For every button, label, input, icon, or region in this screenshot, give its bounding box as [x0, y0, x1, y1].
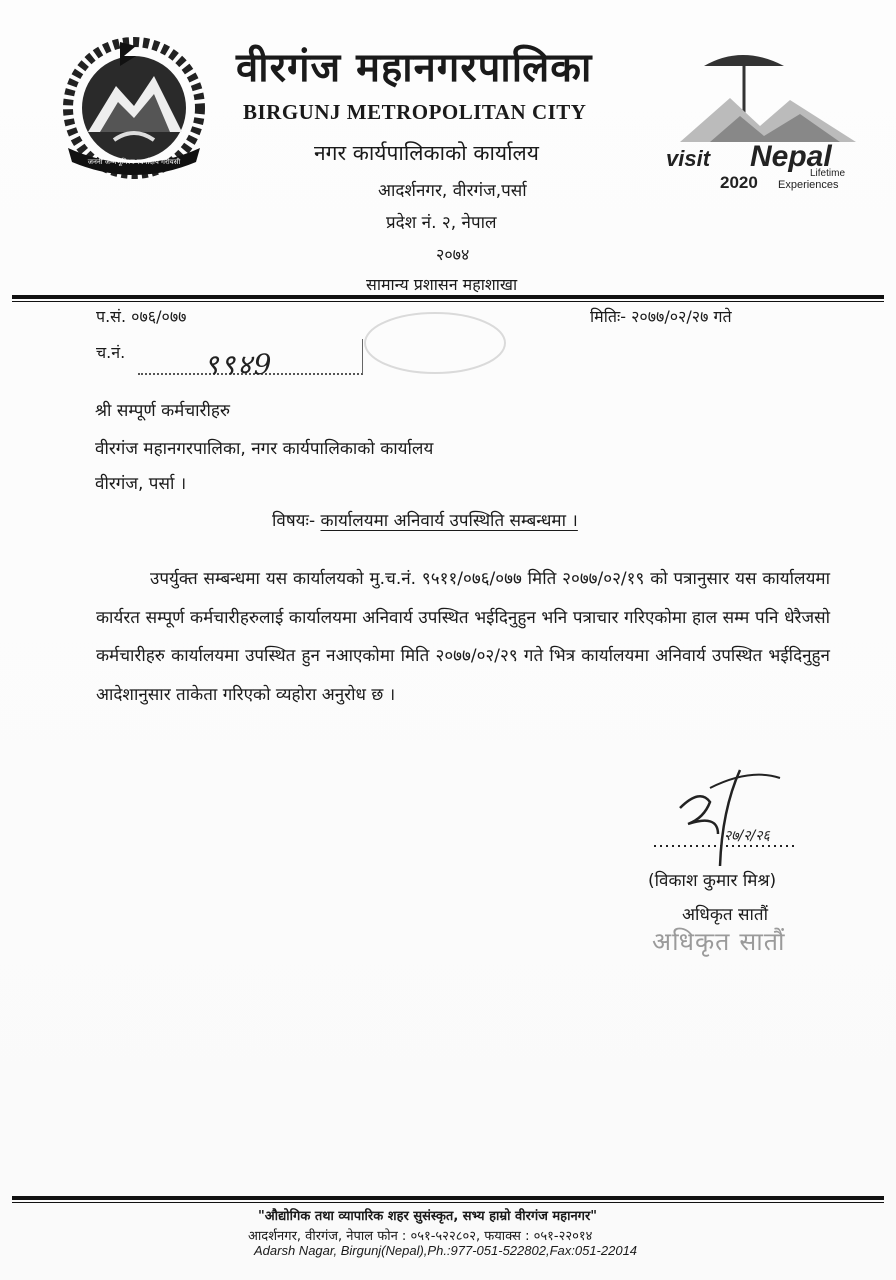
nepal-emblem-icon: [58, 36, 210, 184]
visit-nepal-logo: [660, 42, 860, 194]
footer-divider: [12, 1196, 884, 1200]
signature-date-mark: २७/२/२६: [724, 828, 770, 844]
footer-slogan: "औद्योगिक तथा व्यापारिक शहर सुसंस्कृत, सभ्य हाम्रो वीरगंज महानगर": [258, 1209, 598, 1224]
letter-number: प.सं. ०७६/०७७: [96, 307, 187, 326]
footer-address-english: Adarsh Nagar, Birgunj(Nepal),Ph.:977-051-522802,Fax:051-22014: [254, 1243, 638, 1258]
emblem-motto: जननी जन्मभूमिश्च स्वर्गादपि गरीयसी: [87, 158, 181, 166]
subject-label: विषयः-: [272, 511, 316, 531]
signatory-name: (विकाश कुमार मिश्र): [648, 871, 777, 891]
header-divider: [12, 295, 884, 299]
tagline-lifetime: Lifetime: [810, 168, 846, 179]
municipality-title-english: BIRGUNJ METROPOLITAN CITY: [243, 100, 587, 124]
dispatch-label: च.नं.: [96, 343, 126, 362]
addressee-line-3: वीरगंज, पर्सा ।: [95, 474, 187, 494]
footer-address-nepali: आदर्शनगर, वीरगंज, नेपाल फोन : ०५१-५२२८०२, फयाक्स : ०५१-२२०१४: [248, 1229, 593, 1244]
footer-divider-thin: [12, 1202, 884, 1203]
signature-scribble: [650, 768, 800, 868]
addressee-line-2: वीरगंज महानगरपालिका, नगर कार्यपालिकाको कार्यालय: [95, 439, 434, 459]
subject-line: [272, 508, 578, 531]
municipality-title-nepali: वीरगंज महानगरपालिका: [236, 44, 593, 91]
branch-name: सामान्य प्रशासन महाशाखा: [366, 275, 518, 294]
nepal-text: Nepal: [750, 140, 832, 173]
letter-date: मितिः- २०७७/०२/२७ गते: [590, 307, 732, 326]
designation-stamp: अधिकृत सातौं: [652, 927, 786, 956]
visit-text: visit: [666, 146, 711, 171]
subject-text: कार्यालयमा अनिवार्य उपस्थिति सम्बन्धमा ।: [320, 511, 578, 531]
addressee-line-1: श्री सम्पूर्ण कर्मचारीहरु: [95, 401, 231, 421]
dispatch-number: ९९४9: [204, 348, 274, 381]
faint-stamp-mark: [360, 308, 510, 378]
province-line: प्रदेश नं. २, नेपाल: [386, 213, 497, 233]
tagline-experiences: Experiences: [778, 179, 839, 191]
office-name: नगर कार्यपालिकाको कार्यालय: [314, 141, 539, 165]
office-address: आदर्शनगर, वीरगंज,पर्सा: [378, 181, 527, 201]
established-year: २०७४: [436, 245, 470, 264]
letter-body: उपर्युक्त सम्बन्धमा यस कार्यालयको मु.च.नं. ९५११/०७६/०७७ मिति २०७७/०२/१९ को पत्रानुसार यस कार्यालयमा कार्यरत सम्पूर्ण कर्मचारीहरुलाई कार्यालयमा अनिवार्य उपस्थित भईदिनुहुन भनि पत्राचार गरिएकोमा हाल सम्म पनि धेरैजसो कर्मचारीहरु कार्यालयमा उपस्थित हुन नआएकोमा मिति २०७७/०२/२९ गते भित्र कार्यालयमा अनिवार्य उपस्थित भईदिनुहुन आदेशानुसार ताकेता गरिएको व्यहोरा अनुरोध छ ।: [96, 569, 830, 705]
visit-year: 2020: [720, 173, 758, 192]
header-divider-thin: [12, 301, 884, 302]
signatory-designation: अधिकृत सातौं: [682, 905, 768, 925]
